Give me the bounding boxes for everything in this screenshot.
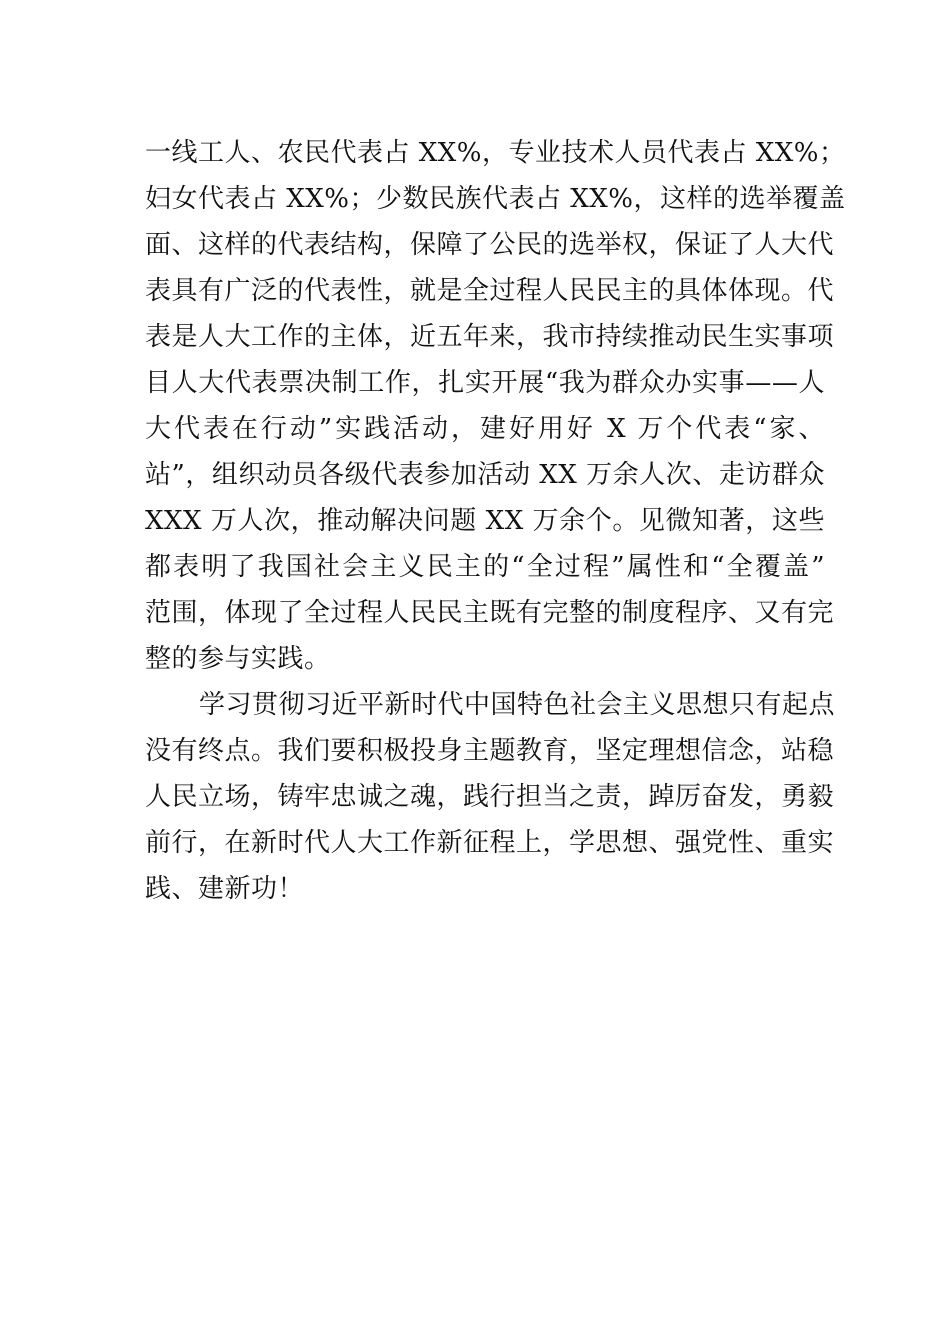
text-line: 目人大代表票决制工作，扎实开展“我为群众办实事——人 — [145, 368, 825, 398]
text-line: 前行，在新时代人大工作新征程上，学思想、强党性、重实 — [145, 828, 835, 858]
paragraph-2 — [145, 682, 836, 912]
text-line: 没有终点。我们要积极投身主题教育，坚定理想信念，站稳 — [145, 736, 835, 766]
text-line: 范围，体现了全过程人民民主既有完整的制度程序、又有完 — [145, 598, 835, 628]
text-line: 人民立场，铸牢忠诚之魂，践行担当之责，踔厉奋发，勇毅 — [145, 782, 835, 812]
text-line: XXX 万人次，推动解决问题 XX 万余个。见微知著，这些 — [145, 506, 825, 536]
document-body — [145, 130, 846, 912]
text-line: 面、这样的代表结构，保障了公民的选举权，保证了人大代 — [145, 230, 835, 260]
text-line: 妇女代表占 XX%；少数民族代表占 XX%，这样的选举覆盖 — [145, 184, 846, 214]
paragraph-1 — [145, 130, 846, 682]
text-line: 学习贯彻习近平新时代中国特色社会主义思想只有起点 — [199, 690, 836, 720]
text-line: 表是人大工作的主体，近五年来，我市持续推动民生实事项 — [145, 322, 835, 352]
text-line: 践、建新功！ — [145, 874, 305, 904]
text-line: 大代表在行动”实践活动，建好用好 X 万个代表“家、 — [145, 414, 825, 444]
text-line: 表具有广泛的代表性，就是全过程人民民主的具体体现。代 — [145, 276, 835, 306]
text-line: 站”，组织动员各级代表参加活动 XX 万余人次、走访群众 — [145, 460, 825, 490]
text-line: 一线工人、农民代表占 XX%，专业技术人员代表占 XX%； — [145, 138, 846, 168]
text-line: 都表明了我国社会主义民主的“全过程”属性和“全覆盖” — [145, 552, 825, 582]
text-line: 整的参与实践。 — [145, 644, 331, 674]
